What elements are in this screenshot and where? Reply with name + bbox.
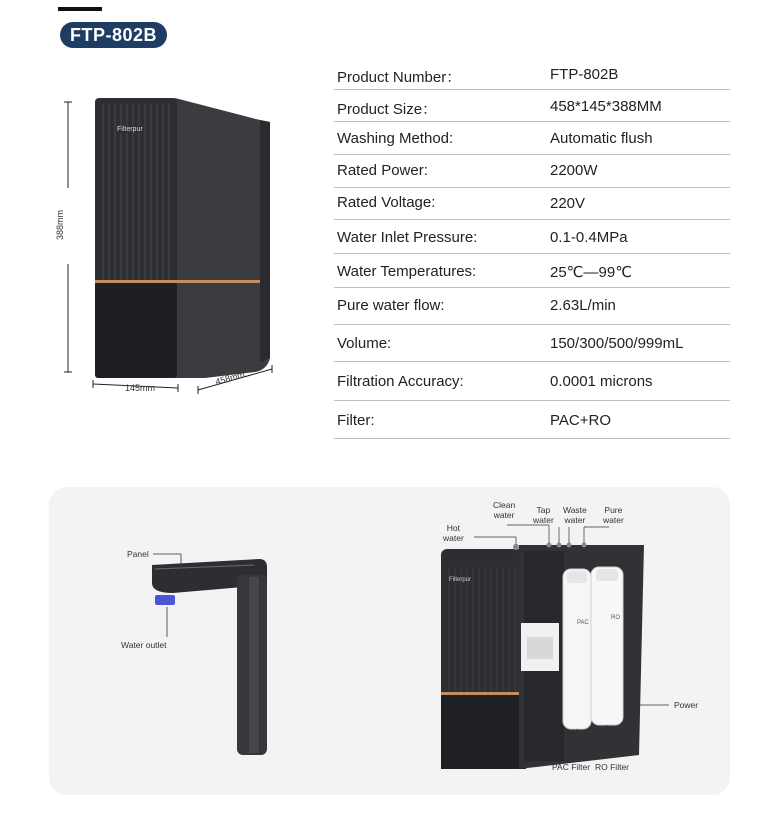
spec-label: Water Inlet Pressure: [337,229,478,246]
spec-label: Rated Power: [337,162,428,179]
spec-label: Product Number： [337,69,462,86]
spec-value: 220V [550,195,586,212]
spec-row [334,155,730,188]
spec-row [334,188,730,220]
spec-row [334,122,730,155]
product-dimension-illustration [55,90,295,400]
width-dimension-label: 145mm [125,383,156,393]
pac-filter-mark: PAC [577,620,589,626]
product-brand-label: Filterpur [117,126,143,133]
hot-water-callout: Hot water [443,523,464,543]
spec-value: 2.63L/min [550,297,616,314]
spec-value: 150/300/500/999mL [550,335,684,352]
spec-value: FTP-802B [550,66,619,83]
product-image [55,90,295,400]
unit-brand-label: Filterpur [449,577,472,583]
spec-row [334,254,730,288]
depth-dimension-label: 458mm [214,369,246,387]
waste-water-callout: Waste water [563,505,587,525]
spec-value: PAC+RO [550,412,611,429]
spec-label: Product Size： [337,101,438,118]
spec-value: 458*145*388MM [550,98,662,115]
spec-label: Volume: [337,335,392,352]
clean-water-callout: Clean water [493,500,516,520]
panel-callout: Panel [127,549,149,559]
spec-value: Automatic flush [550,130,653,147]
pure-water-callout: Pure water [603,505,624,525]
spec-label: Pure water flow: [337,297,445,314]
spec-label: Rated Voltage: [337,194,436,211]
spec-label: Filtration Accuracy: [337,373,464,390]
spec-label: Filter: [337,412,375,429]
spec-label: Water Temperatures: [337,263,477,280]
spec-value: 25℃—99℃ [550,264,633,281]
pac-filter-callout: PAC Filter [552,762,591,772]
spec-row [334,288,730,325]
spec-row [334,401,730,439]
spec-row [334,325,730,362]
spec-label: Washing Method: [337,130,454,147]
spec-row [334,59,730,90]
component-card [49,487,730,795]
spec-table [334,59,730,439]
water-outlet-callout: Water outlet [121,640,167,650]
spec-value: 0.1-0.4MPa [550,229,628,246]
height-dimension-label: 388mm [55,209,66,241]
spec-row [334,220,730,254]
tap-water-callout: Tap water [533,505,554,525]
ro-filter-callout: RO Filter [595,762,629,772]
top-accent-bar [58,7,102,11]
spec-row [334,90,730,122]
spec-row [334,362,730,401]
spec-value: 0.0001 microns [550,373,653,390]
model-badge: FTP-802B [60,22,167,48]
power-callout: Power [674,700,699,710]
ro-filter-mark: RO [611,615,620,621]
spec-value: 2200W [550,162,598,179]
